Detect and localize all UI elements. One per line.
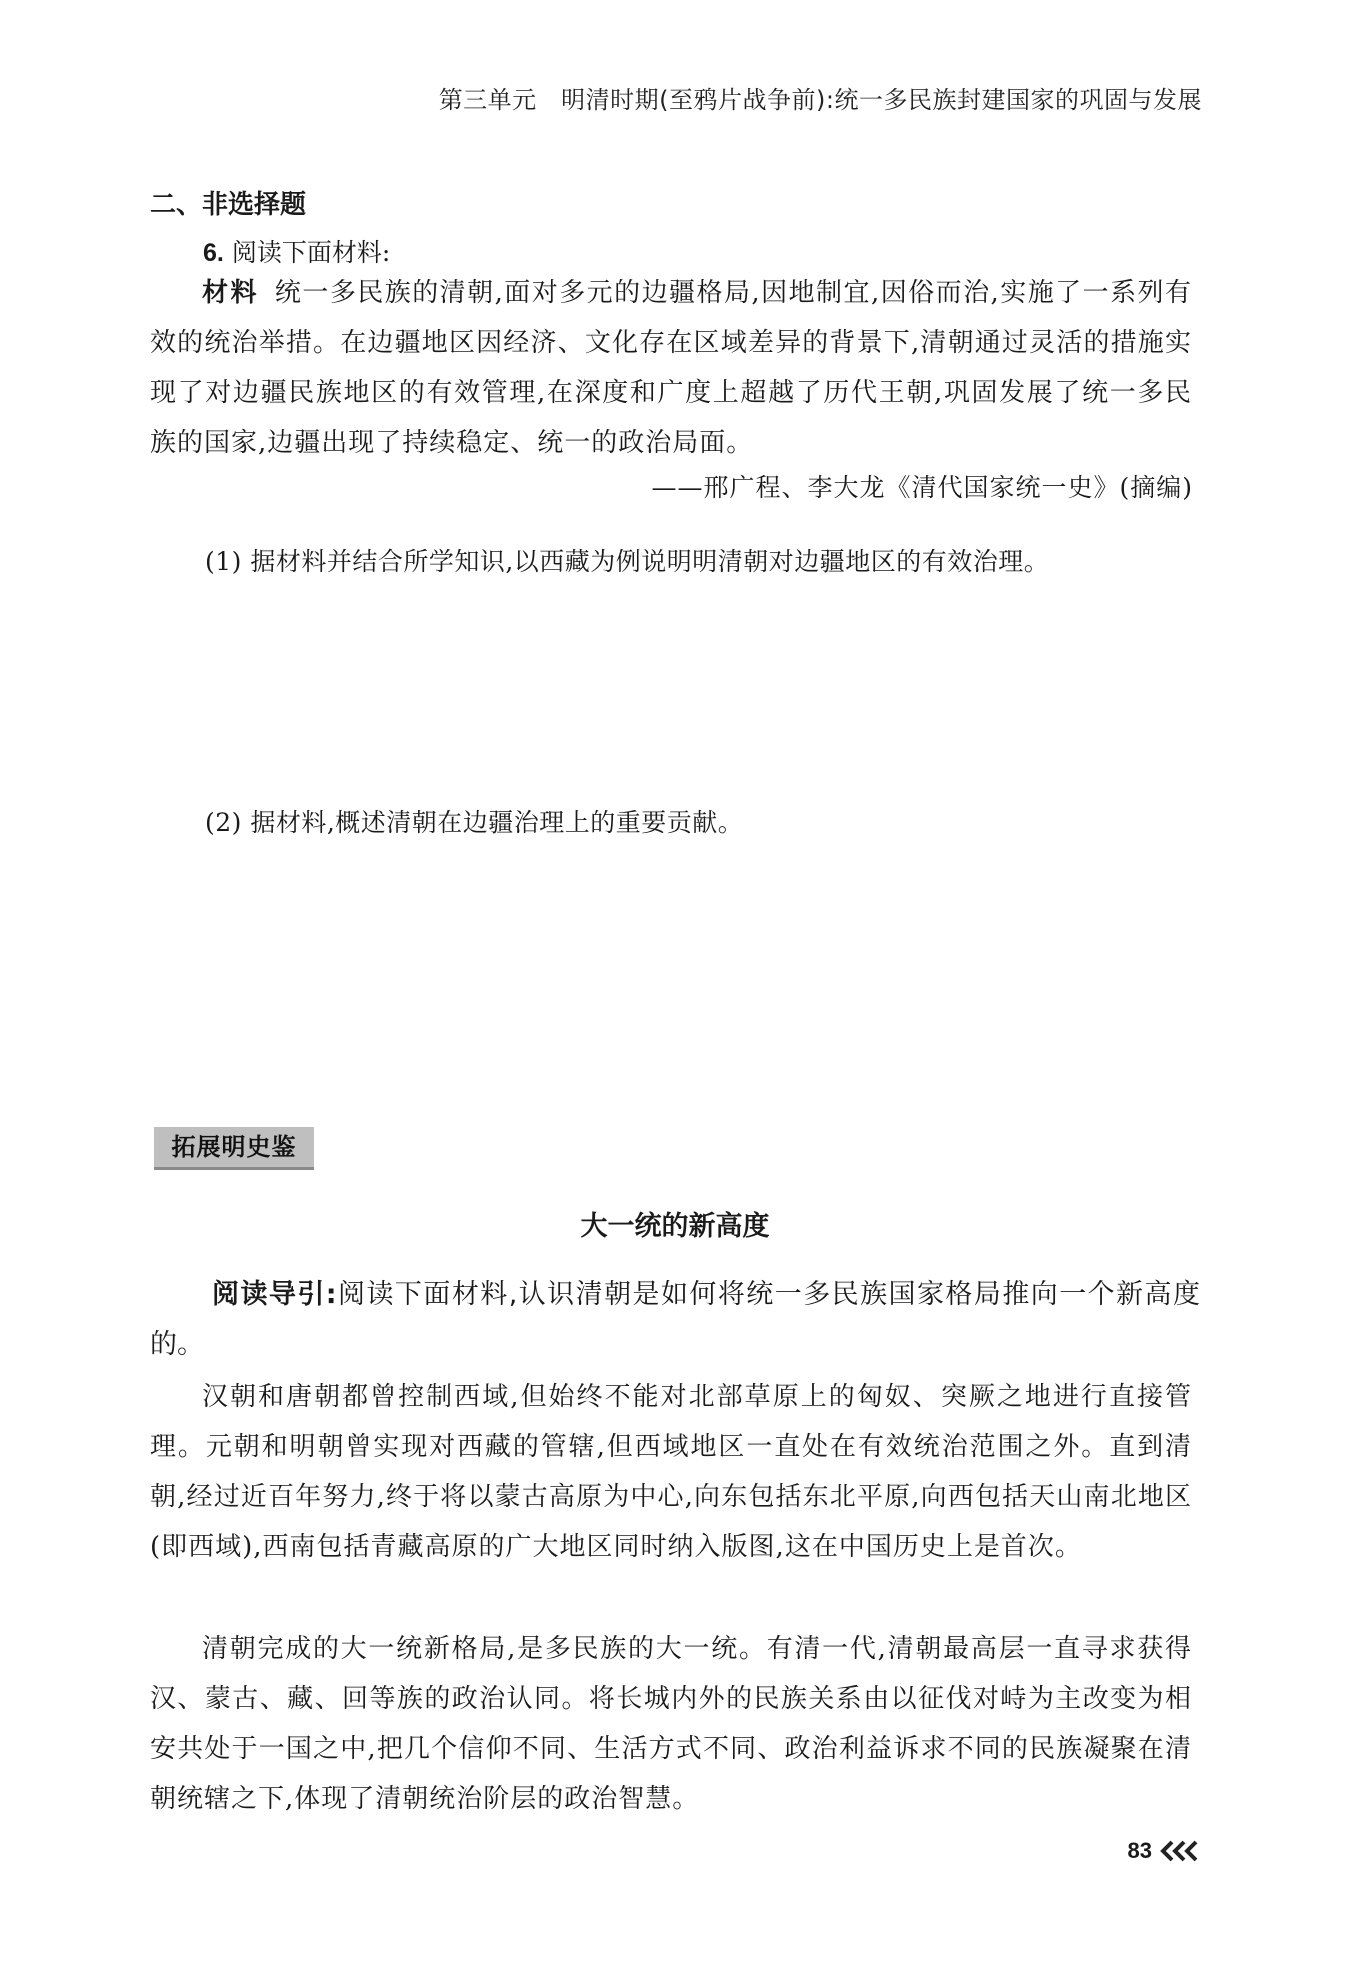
material-label: 材料 — [202, 278, 259, 308]
page-number: 83 — [1127, 1838, 1152, 1863]
article-title: 大一统的新高度 — [580, 1211, 770, 1242]
material-paragraph — [150, 268, 1192, 468]
section-title: 二、非选择题 — [150, 190, 307, 220]
article-paragraph-1: 汉朝和唐朝都曾控制西域,但始终不能对北部草原上的匈奴、突厥之地进行直接管理。元朝和明朝曾实现对西藏的管辖,但西域地区一直处在有效统治范围之外。直到清朝,经过近百年努力,终于将以蒙古高原为中心,向东包括东北平原,向西包括天山南北地区(即西域),西南包括青藏高原的广大地区同时纳入版图,这在中国历史上是首次。 — [150, 1382, 1192, 1562]
page-footer — [1128, 1838, 1200, 1864]
guide-label: 阅读导引: — [212, 1279, 337, 1310]
material-text: 统一多民族的清朝,面对多元的边疆格局,因地制宜,因俗而治,实施了一系列有效的统治举措。在边疆地区因经济、文化存在区域差异的背景下,清朝通过灵活的措施实现了对边疆民族地区的有效管理,在深度和广度上超越了历代王朝,巩固发展了统一多民族的国家,边疆出现了持续稳定、统一的政治局面。 — [150, 278, 1192, 458]
question-prompt: 阅读下面材料: — [231, 238, 391, 267]
guide-text: 阅读下面材料,认识清朝是如何将统一多民族国家格局推向一个新高度的。 — [150, 1279, 1200, 1360]
subquestion-2: (2) 据材料,概述清朝在边疆治理上的重要贡献。 — [205, 808, 744, 837]
material-source: ——邢广程、李大龙《清代国家统一史》(摘编) — [651, 473, 1193, 502]
subquestion-1: (1) 据材料并结合所学知识,以西藏为例说明明清朝对边疆地区的有效治理。 — [205, 547, 1050, 576]
extension-badge: 拓展明史鉴 — [154, 1127, 314, 1170]
question-number: 6. — [203, 239, 224, 267]
reading-guide — [150, 1270, 1200, 1370]
article-paragraph-2: 清朝完成的大一统新格局,是多民族的大一统。有清一代,清朝最高层一直寻求获得汉、蒙古、藏、回等族的政治认同。将长城内外的民族关系由以征伐对峙为主改变为相安共处于一国之中,把几个信仰不同、生活方式不同、政治利益诉求不同的民族凝聚在清朝统辖之下,体现了清朝统治阶层的政治智慧。 — [150, 1634, 1192, 1814]
question-line — [203, 233, 390, 269]
unit-header: 第三单元 明清时期(至鸦片战争前):统一多民族封建国家的巩固与发展 — [438, 86, 1202, 114]
triple-chevron-left-icon — [1160, 1840, 1200, 1862]
